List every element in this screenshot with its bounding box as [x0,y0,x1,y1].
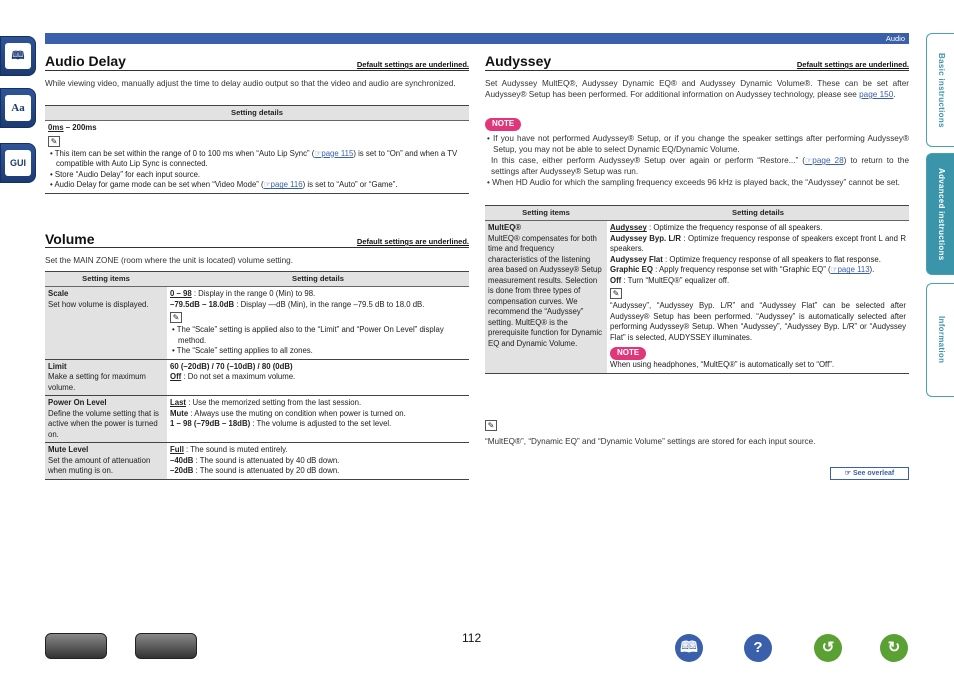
see-overleaf-button[interactable]: ☞ See overleaf [830,467,909,480]
receiver-front-icon[interactable] [45,633,107,659]
table-row: Limit Make a setting for maximum volume. 60 (–20dB) / 70 (–10dB) / 80 (0dB) Off : Do not set a maximum volume. [45,359,469,396]
table-row: MultEQ® MultEQ® compensates for both time and frequency characteristics of the listening area based on Audyssey® Setup measurement results. Selection is done from three types of compensation curves. We recommend the “Audyssey” setting. MultEQ® is the prerequisite function for Dynamic EQ and Dynamic Volume. Audyssey : Optimize the frequency response of all speakers. Audyssey Byp. L/R : Optimize frequency response of speakers except front L and R speakers. Audyssey Flat : Optimize frequency response of all speakers to flat response. Graphic EQ : Apply frequency response set with “Graphic EQ” (☞page 113). Off : Turn “MultEQ®” equalizer off. ✎ “Audyssey”, “Audyssey Byp. L/R” and “Audyssey Flat” can be selected after Audyssey® Setup has been performed. “Audyssey” is automatically selected after performing Audyssey® Setup. When “Audyssey”, “Audyssey Byp. L/R” or “Audyssey Flat” is selected, AUDYSSEY illuminates. NOTE When using headphones, “MultEQ®” is automatically set to “Off”. [485,221,909,373]
page-number: 112 [462,631,482,645]
page-link[interactable]: page 150 [859,90,894,100]
audio-delay-table [45,105,469,194]
pencil-icon: ✎ [170,312,182,323]
range-line: 0ms – 200ms [48,123,97,133]
audio-delay-title: Audio Delay [45,53,126,69]
forward-icon[interactable]: ↻ [880,634,908,662]
font-icon[interactable] [0,88,36,128]
page-link[interactable]: ☞page 116 [263,180,303,190]
audyssey-intro: Set Audyssey MultEQ®, Audyssey Dynamic EQ® and Audyssey Dynamic Volume®. These can be set after Audyssey® Setup has been performed. For additional information on Audyssey technology, please see page 150. [485,79,909,100]
audyssey-footer-note: “MultEQ®”, “Dynamic EQ” and “Dynamic Volume” settings are stored for each input source. [485,437,816,446]
col-details: Setting details [167,272,469,287]
col-items: Setting items [45,272,167,287]
back-icon[interactable]: ↺ [814,634,842,662]
audyssey-title: Audyssey [485,53,552,69]
table-header: Setting details [45,106,469,121]
remote-receiver-icon[interactable] [135,633,197,659]
volume-intro: Set the MAIN ZONE (room where the unit is located) volume setting. [45,256,293,265]
note-badge: NOTE [610,347,646,360]
default-note: Default settings are underlined. [356,60,469,69]
audio-delay-intro: While viewing video, manually adjust the time to delay audio output so that the video and audio are synchronized. [45,79,456,88]
note-item: • Store “Audio Delay” for each input source. [50,169,201,179]
col-details: Setting details [607,206,909,221]
volume-title: Volume [45,231,95,247]
font-glyph: Aa [5,95,31,121]
divider [45,247,469,248]
gui-icon[interactable] [0,143,36,183]
audyssey-table [485,205,909,374]
help-icon[interactable]: ? [744,634,772,662]
table-row: Mute Level Set the amount of attenuation when muting is on. Full : The sound is muted entirely. –40dB : The sound is attenuated by 40 dB down. –20dB : The sound is attenuated by 20 dB down. [45,443,469,480]
tab-label: Advanced instructions [936,167,946,261]
book-icon[interactable] [0,36,36,76]
default-note: Default settings are underlined. [796,60,909,69]
tab-label: Basic instructions [936,52,946,128]
gui-glyph: GUI [5,150,31,176]
default-note: Default settings are underlined. [356,237,469,246]
page-link[interactable]: ☞page 28 [804,156,844,166]
book-icon[interactable]: 🕮 [675,634,703,662]
section-header-bar: Audio [45,33,909,44]
table-row: Power On Level Define the volume setting that is active when the power is turned on. Last : Use the memorized setting from the last session. Mute : Always use the muting on condition when power is turned on. 1 – 98 (–79dB – 18dB) : The volume is adjusted to the set level. [45,396,469,443]
volume-table [45,271,469,480]
pencil-icon: ✎ [610,288,622,299]
pencil-icon: ✎ [48,136,60,147]
tab-information[interactable] [926,283,954,397]
table-row: Scale Set how volume is displayed. 0 – 98 : Display in the range 0 (Min) to 98. –79.5dB – 18.0dB : Display —dB (Min), in the range –79.5 dB to 18.0 dB. ✎ • The “Scale” setting is applied also to the “Limit” and “Power On Level” display method. • The “Scale” setting applies to all zones. [45,287,469,360]
page-link[interactable]: ☞page 115 [314,148,354,158]
book-glyph: 🕮 [5,43,31,69]
note-item: • This item can be set within the range of 0 to 100 ms when “Auto Lip Sync” (☞page 115) is set to “On” and when a TV compatible with Auto Lip Sync is connected. [50,148,458,169]
tab-advanced-instructions[interactable] [926,153,954,275]
note-badge: NOTE [485,118,521,131]
tab-basic-instructions[interactable] [926,33,954,147]
pencil-icon: ✎ [485,418,497,433]
audyssey-notes: • If you have not performed Audyssey® Setup, or if you change the speaker settings after performing Audyssey® Setup, you may not be able to select Dynamic EQ/Dynamic Volume. In this case, either perform Audyssey® Setup over again or perform “Restore...” (☞page 28) to return to the settings after Audyssey® Setup was run. • When HD Audio for which the sampling frequency exceeds 96 kHz is played back, the “Audyssey” cannot be set. [487,134,909,188]
divider [45,70,469,71]
col-items: Setting items [485,206,607,221]
tab-label: Information [936,316,946,364]
page-link[interactable]: ☞page 113 [830,265,870,275]
note-item: • Audio Delay for game mode can be set when “Video Mode” (☞page 116) is set to “Auto” or “Game”. [50,180,398,190]
divider [485,70,909,71]
